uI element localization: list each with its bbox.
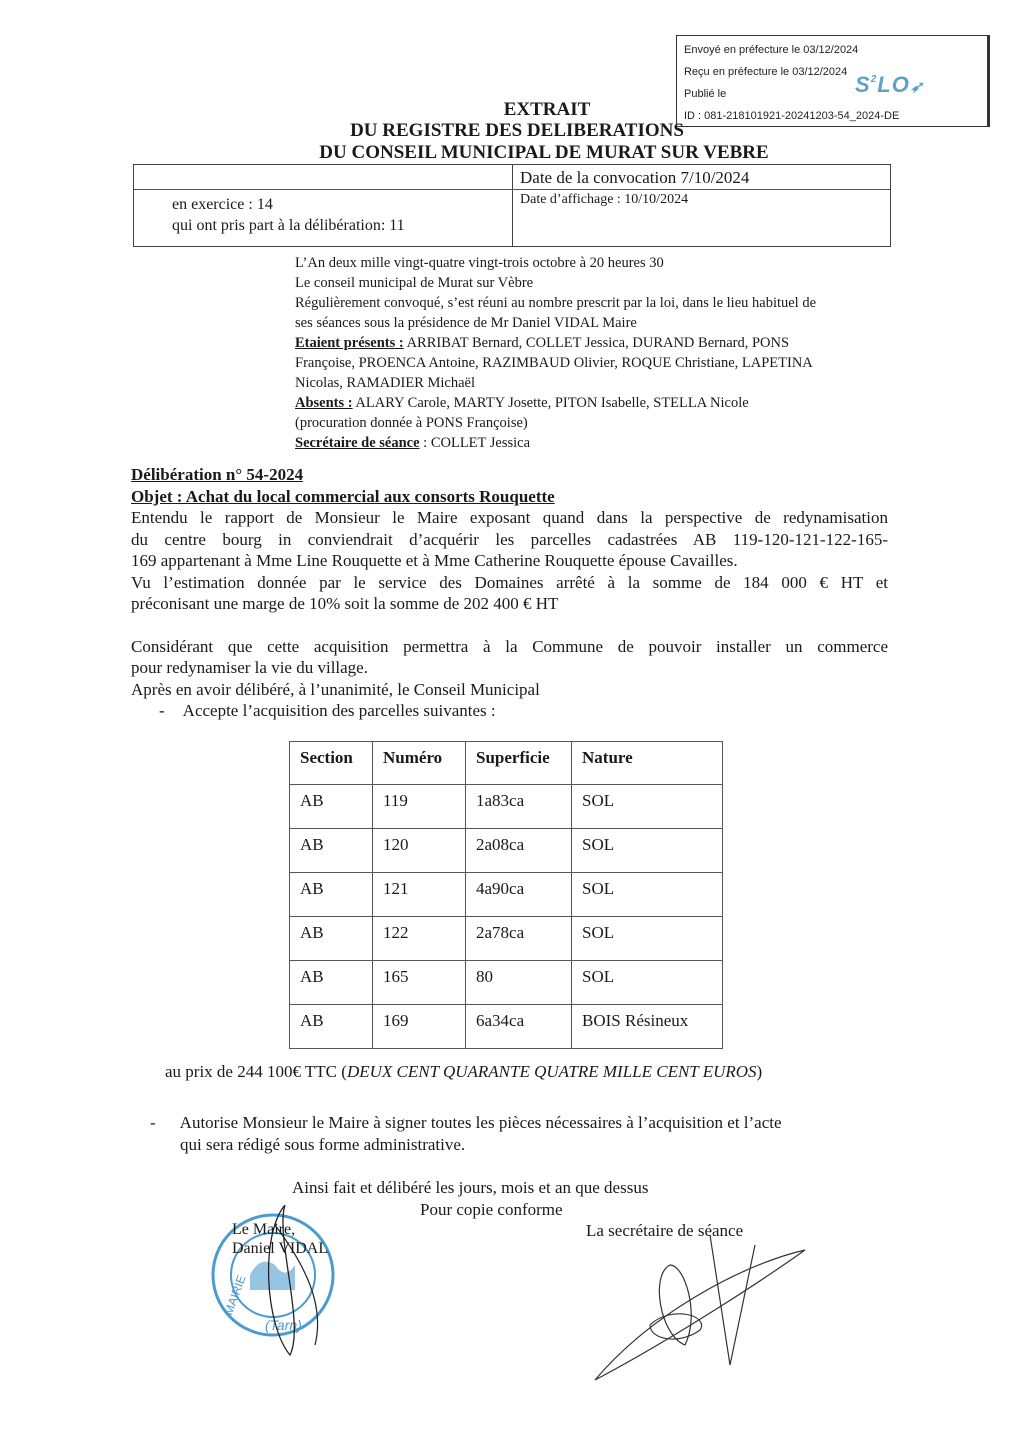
stamp-received-date: Reçu en préfecture le 03/12/2024	[684, 66, 848, 78]
stamp-id: ID : 081-218101921-20241203-54_2024-DE	[684, 110, 900, 122]
closing-formula: Ainsi fait et délibéré les jours, mois et an que dessus	[292, 1178, 649, 1197]
secretary-signature-icon	[590, 1235, 810, 1385]
report-line-2: du centre bourg in conviendrait d’acquérir les parcelles cadastrées AB 119-120-121-122-165-	[131, 529, 888, 549]
col-nature: Nature	[572, 742, 723, 785]
certified-copy: Pour copie conforme	[420, 1200, 563, 1219]
decision-intro: Après en avoir délibéré, à l’unanimité, le Conseil Municipal	[131, 679, 540, 699]
session-block	[295, 253, 816, 453]
present-members-1: Etaient présents : ARRIBAT Bernard, COLLET Jessica, DURAND Bernard, PONS	[295, 335, 790, 351]
table-header-row	[290, 742, 723, 785]
estimate-line-2: préconisant une marge de 10% soit la somme de 202 400 € HT	[131, 594, 559, 613]
secretary-line: Secrétaire de séance : COLLET Jessica	[295, 435, 531, 451]
table-row: AB 122 2a78ca SOL	[290, 917, 723, 961]
session-council: Le conseil municipal de Murat sur Vèbre	[295, 275, 534, 291]
considering-line-2: pour redynamiser la vie du village.	[131, 658, 368, 677]
title-registre: DU REGISTRE DES DELIBERATIONS	[350, 120, 684, 141]
session-convened-2: ses séances sous la présidence de Mr Daniel VIDAL Maire	[295, 315, 637, 331]
mayor-block	[232, 1220, 328, 1258]
absent-members-1: Absents : ALARY Carole, MARTY Josette, PITON Isabelle, STELLA Nicole	[295, 395, 749, 411]
secretary-label: Secrétaire de séance	[295, 435, 420, 451]
stamp-sent-date: Envoyé en préfecture le 03/12/2024	[684, 44, 859, 56]
members-participating: qui ont pris part à la délibération: 11	[172, 217, 405, 234]
affichage-date: Date d’affichage : 10/10/2024	[520, 192, 689, 207]
session-date: L’An deux mille vingt-quatre vingt-trois octobre à 20 heures 30	[295, 255, 664, 271]
table-row: AB 121 4a90ca SOL	[290, 873, 723, 917]
table-row: AB 120 2a08ca SOL	[290, 829, 723, 873]
absent-label: Absents :	[295, 395, 353, 411]
svg-text:MAIRIE: MAIRIE	[221, 1273, 249, 1317]
members-in-office: en exercice : 14	[172, 196, 273, 213]
deliberation-object: Objet : Achat du local commercial aux consorts Rouquette	[131, 486, 555, 506]
svg-text:(Tarn): (Tarn)	[265, 1317, 302, 1333]
table-row: AB 165 80 SOL	[290, 961, 723, 1005]
price-line: au prix de 244 100€ TTC (DEUX CENT QUARANTE QUATRE MILLE CENT EUROS)	[165, 1062, 763, 1081]
mayor-title: Le Maire,	[232, 1221, 296, 1238]
col-numero: Numéro	[373, 742, 466, 785]
col-section: Section	[290, 742, 373, 785]
deliberation-number: Délibération n° 54-2024	[131, 465, 304, 484]
present-label: Etaient présents :	[295, 335, 404, 351]
title-conseil: DU CONSEIL MUNICIPAL DE MURAT SUR VEBRE	[319, 142, 769, 163]
table-row: AB 169 6a34ca BOIS Résineux	[290, 1005, 723, 1049]
considering-line-1: Considérant que cette acquisition permettra à la Commune de pouvoir installer un commerce	[131, 636, 888, 656]
report-line-1: Entendu le rapport de Monsieur le Maire exposant quand dans la perspective de redynamisation	[131, 508, 888, 527]
parcels-table	[289, 741, 723, 1049]
convocation-date: Date de la convocation 7/10/2024	[520, 168, 750, 187]
absent-members-2: (procuration donnée à PONS Françoise)	[295, 415, 528, 431]
stamp-published: Publié le	[684, 88, 727, 100]
session-info-table	[133, 164, 891, 247]
bullet-authorize: - Autorise Monsieur le Maire à signer toutes les pièces nécessaires à l’acquisition et l’acte qui sera rédigé sous forme administrative.	[150, 1113, 782, 1154]
secretary-title: La secrétaire de séance	[586, 1221, 744, 1240]
present-members-3: Nicolas, RAMADIER Michaël	[295, 375, 476, 391]
s2lo-logo-icon: $S^2LO➶$	[855, 72, 925, 97]
col-superficie: Superficie	[466, 742, 572, 785]
price-in-words: DEUX CENT QUARANTE QUATRE MILLE CENT EUROS	[346, 1062, 757, 1081]
report-line-3: 169 appartenant à Mme Line Rouquette et à Mme Catherine Rouquette épouse Cavailles.	[131, 551, 738, 570]
estimate-line-1: Vu l’estimation donnée par le service des Domaines arrêté à la somme de 184 000 € HT et	[131, 572, 888, 592]
bullet-accept: - Accepte l’acquisition des parcelles suivantes :	[159, 701, 496, 720]
session-convened-1: Régulièrement convoqué, s’est réuni au nombre prescrit par la loi, dans le lieu habituel de	[295, 295, 817, 311]
title-extrait: EXTRAIT	[503, 99, 591, 120]
present-members-2: Françoise, PROENCA Antoine, RAZIMBAUD Olivier, ROQUE Christiane, LAPETINA	[295, 355, 813, 371]
table-row: AB 119 1a83ca SOL	[290, 785, 723, 829]
mayor-name: Daniel VIDAL	[232, 1240, 329, 1257]
deliberation-body	[131, 464, 888, 722]
